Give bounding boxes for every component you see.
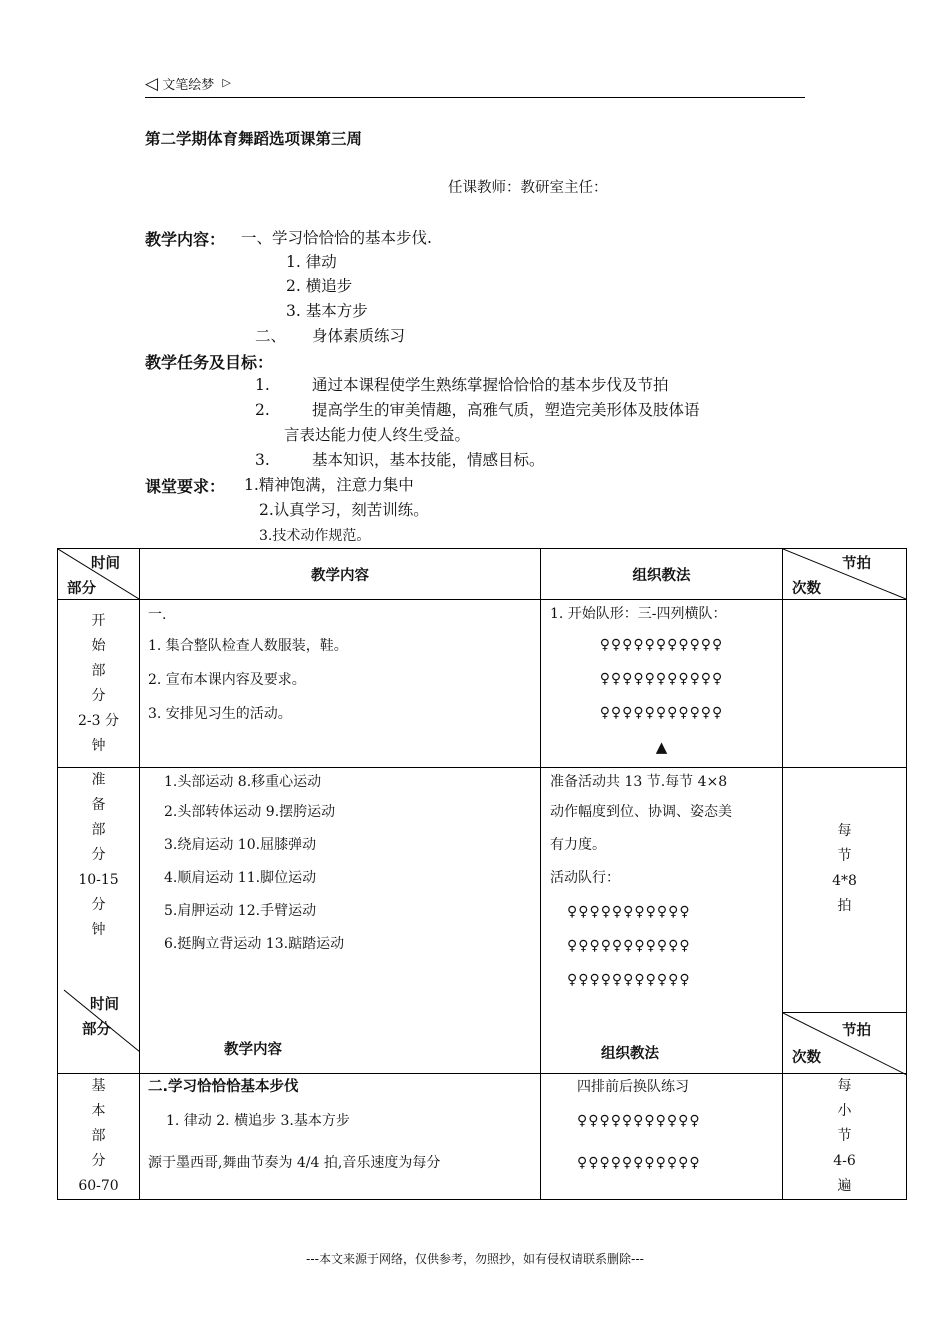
basic-beats: 每 小 节 4-6 遍: [833, 1078, 856, 1194]
prep-content-cell: [140, 768, 541, 1074]
content-sub-3: 3. 基本方步: [286, 302, 368, 320]
header-rule: [145, 97, 805, 98]
table-row-start: [58, 600, 907, 768]
basic-content-title: 二.学习恰恰恰基本步伐: [148, 1079, 299, 1095]
start-content-line: 1. 集合整队检查人数服装，鞋。: [148, 638, 348, 654]
prep-content-line: 1.头部运动 8.移重心运动: [164, 774, 322, 790]
prep-method-line: 动作幅度到位、协调、姿态美: [550, 804, 732, 820]
lesson-table: [57, 548, 907, 1200]
content-sub-2: 2. 横追步: [286, 277, 353, 295]
sub-corner-header: [58, 988, 140, 1074]
start-content-line: 一.: [148, 607, 167, 623]
corner-header-cell: [58, 549, 140, 600]
header-content-cell: [140, 549, 541, 600]
sub-beat-header: [783, 1012, 907, 1075]
teacher-line: 任课教师：教研室主任：: [448, 180, 608, 196]
basic-part: 基 本 部 分 60-70: [78, 1078, 119, 1194]
content-sub-1: 1. 律动: [286, 253, 337, 271]
prep-beat-cell: [783, 768, 907, 1074]
header-text: 文笔绘梦: [162, 78, 215, 93]
task-1-text: 通过本课程使学生熟练掌握恰恰恰的基本步伐及节拍: [312, 376, 669, 394]
content-item-2-text: 身体素质练习: [312, 327, 406, 345]
prep-content-line: 2.头部转体运动 9.摆胯运动: [164, 804, 336, 820]
triangle-right-icon: ▷: [222, 76, 231, 89]
basic-content-line: 源于墨西哥,舞曲节奏为 4/4 拍,音乐速度为每分: [148, 1155, 441, 1171]
prep-content-line: 3.绕肩运动 10.屈膝弹动: [164, 837, 317, 853]
basic-beat-cell: [783, 1074, 907, 1200]
triangle-left-icon: ◁: [145, 74, 159, 94]
sub-header-count: 次数: [792, 1050, 821, 1066]
sub-header-beat: 节拍: [842, 1023, 871, 1039]
page-title: 第二学期体育舞蹈选项课第三周: [145, 130, 363, 148]
basic-method-title: 四排前后换队练习: [577, 1079, 689, 1095]
formation-row: ♀♀♀♀♀♀♀♀♀♀♀: [567, 972, 691, 988]
prep-content-line: 4.顺肩运动 11.脚位运动: [164, 870, 317, 886]
formation-row: ♀♀♀♀♀♀♀♀♀♀♀: [599, 705, 724, 721]
sub-header-part: 部分: [82, 1022, 111, 1038]
prep-part-cell: [58, 768, 140, 1074]
prep-method-cell: [541, 768, 783, 1074]
task-3-text: 基本知识，基本技能，情感目标。: [312, 451, 545, 469]
requirement-2: 2.认真学习，刻苦训练。: [259, 501, 429, 519]
prep-content-line: 5.肩胛运动 12.手臂运动: [164, 903, 317, 919]
prep-part: 准 备 部 分 10-15 分 钟: [78, 772, 119, 938]
table-row-prep: [58, 768, 907, 1074]
header-method: 组织教法: [632, 567, 691, 584]
running-header: [145, 74, 231, 94]
formation-row: ♀♀♀♀♀♀♀♀♀♀♀: [577, 1155, 701, 1171]
task-2-text: 提高学生的审美情趣，高雅气质，塑造完美形体及肢体语: [312, 401, 700, 419]
sub-header-content: 教学内容: [224, 1042, 282, 1058]
footer-disclaimer: ---本文来源于网络，仅供参考，勿照抄，如有侵权请联系删除---: [306, 1252, 644, 1266]
tasks-label: 教学任务及目标：: [145, 353, 274, 372]
requirement-1: 1.精神饱满，注意力集中: [244, 476, 414, 494]
content-label: 教学内容：: [145, 230, 226, 249]
basic-part-cell: [58, 1074, 140, 1200]
basic-method-cell: [541, 1074, 783, 1200]
teacher-marker-icon: ▲: [655, 738, 668, 756]
basic-content-cell: [140, 1074, 541, 1200]
header-count: 次数: [792, 581, 821, 597]
start-method-cell: [541, 600, 783, 768]
task-1-num: 1.: [255, 376, 270, 394]
prep-method-line: 有力度。: [550, 837, 606, 853]
task-3-num: 3.: [255, 451, 270, 469]
formation-row: ♀♀♀♀♀♀♀♀♀♀♀: [599, 637, 724, 653]
formation-row: ♀♀♀♀♀♀♀♀♀♀♀: [567, 938, 691, 954]
start-content-line: 2. 宣布本课内容及要求。: [148, 672, 306, 688]
task-2-cont: 言表达能力使人终生受益。: [284, 426, 471, 444]
start-beat-cell: [783, 600, 907, 768]
header-content: 教学内容: [311, 567, 369, 584]
prep-beats: 每 节 4*8 拍: [832, 823, 857, 914]
prep-content-line: 6.挺胸立背运动 13.踮踏运动: [164, 936, 345, 952]
requirements-label: 课堂要求：: [145, 477, 226, 496]
basic-content-line: 1. 律动 2. 横追步 3.基本方步: [166, 1113, 350, 1129]
formation-row: ♀♀♀♀♀♀♀♀♀♀♀: [567, 904, 691, 920]
sub-header-time: 时间: [90, 997, 119, 1013]
header-time: 时间: [91, 556, 120, 572]
start-content-line: 3. 安排见习生的活动。: [148, 706, 292, 722]
start-part: 开 始 部 分 2-3 分 钟: [78, 613, 119, 754]
header-method-cell: [541, 549, 783, 600]
requirement-3: 3.技术动作规范。: [259, 528, 371, 544]
header-part: 部分: [67, 581, 96, 597]
start-method-title: 1. 开始队形：三-四列横队：: [550, 606, 727, 622]
content-item-1: 一、学习恰恰恰的基本步伐.: [241, 229, 432, 247]
table-header-row: [58, 549, 907, 600]
content-item-2-num: 二、: [255, 327, 287, 345]
formation-row: ♀♀♀♀♀♀♀♀♀♀♀: [599, 671, 724, 687]
prep-method-line: 准备活动共 13 节.每节 4×8: [550, 774, 728, 790]
task-2-num: 2.: [255, 401, 270, 419]
sub-header-method: 组织教法: [601, 1046, 659, 1062]
start-part-cell: [58, 600, 140, 768]
start-content-cell: [140, 600, 541, 768]
table-row-basic: [58, 1074, 907, 1200]
header-beat: 节拍: [842, 556, 871, 572]
prep-method-line: 活动队行：: [550, 870, 620, 886]
formation-row: ♀♀♀♀♀♀♀♀♀♀♀: [577, 1113, 701, 1129]
beat-header-cell: [783, 549, 907, 600]
